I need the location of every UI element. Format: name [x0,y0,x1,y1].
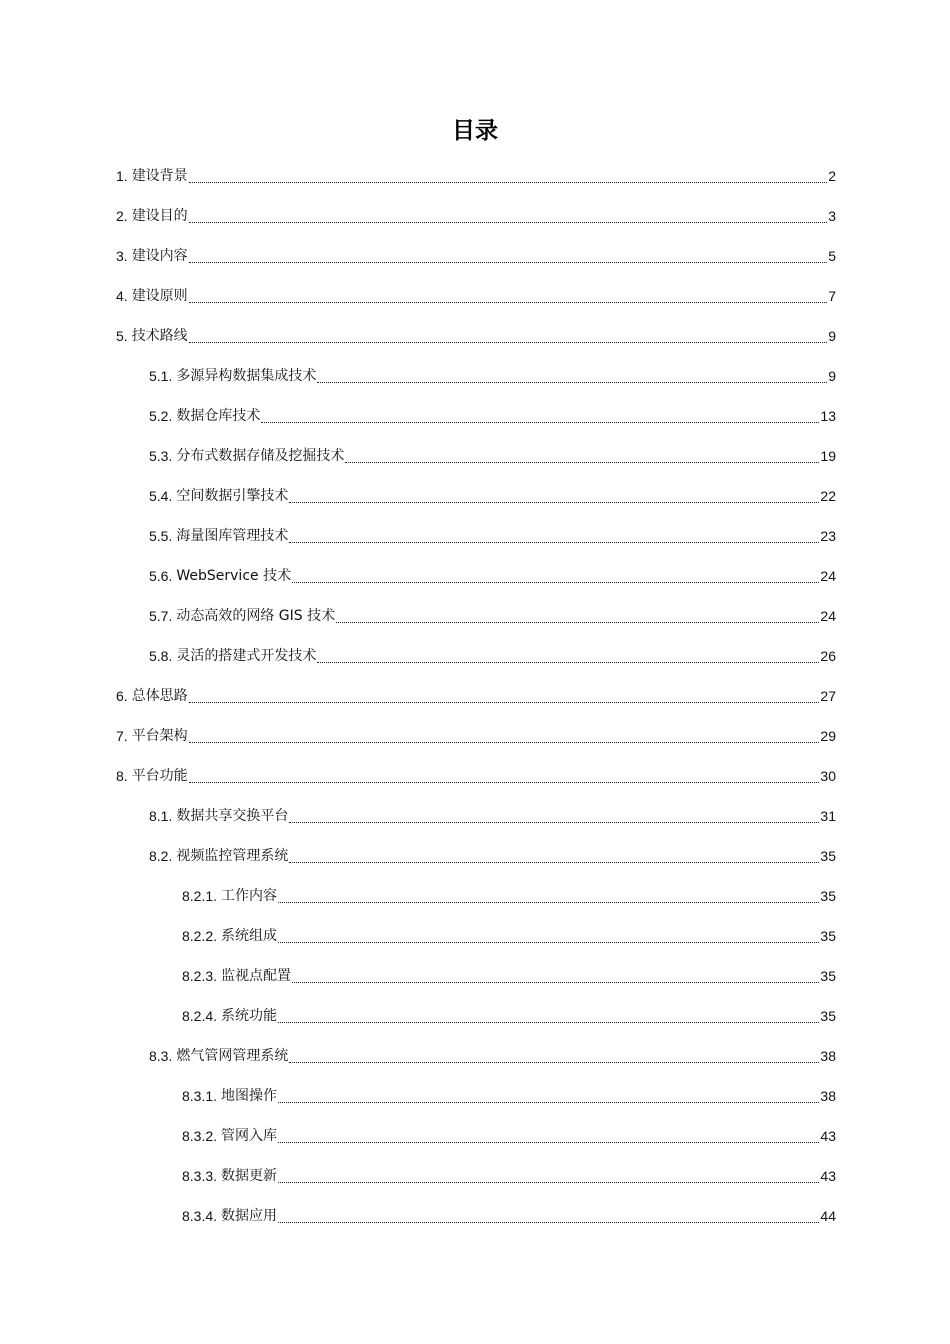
dot-leader [189,221,828,223]
toc-entry[interactable] [149,436,836,476]
toc-entry-label: 数据应用 [221,1208,278,1224]
toc-entry-page-number: 24 [820,608,836,624]
toc-entry-page-number: 27 [820,688,836,704]
toc-entry-page-number: 43 [820,1168,836,1184]
toc-entry-number: 8.3.4. [182,1208,218,1224]
toc-entry-label: 数据更新 [221,1168,278,1184]
toc-entry-label: 管网入库 [221,1128,278,1144]
dot-leader [345,461,819,463]
toc-entry-number: 4. [116,288,128,304]
toc-entry-page-number: 19 [820,448,836,464]
toc-entry-label: 灵活的搭建式开发技术 [176,648,317,664]
dot-leader [189,701,820,703]
toc-entry-page-number: 38 [820,1088,836,1104]
toc-entry[interactable] [149,516,836,556]
dot-leader [278,1221,819,1223]
dot-leader [278,1181,819,1183]
dot-leader [278,941,819,943]
toc-entry-label: 总体思路 [131,688,188,704]
toc-entry-number: 5.1. [149,368,173,384]
toc-entry[interactable] [149,596,836,636]
toc-entry[interactable] [182,1116,836,1156]
toc-entry-page-number: 7 [828,288,836,304]
dot-leader [189,781,820,783]
toc-entry-page-number: 24 [820,568,836,584]
toc-entry-label: 建设目的 [131,208,188,224]
toc-entry-label: 建设原则 [131,288,188,304]
toc-entry-label: 系统功能 [221,1008,278,1024]
toc-entry[interactable] [116,196,836,236]
toc-entry-number: 5.7. [149,608,173,624]
toc-entry-label: 空间数据引擎技术 [176,488,289,504]
dot-leader [289,541,819,543]
toc-entry-label: 平台架构 [131,728,188,744]
toc-entry-label: 分布式数据存储及挖掘技术 [176,448,345,464]
toc-entry-page-number: 22 [820,488,836,504]
toc-entry-page-number: 9 [828,368,836,384]
toc-entry[interactable] [182,956,836,996]
toc-entry-label: 地图操作 [221,1088,278,1104]
toc-entry-page-number: 31 [820,808,836,824]
toc-entry[interactable] [149,476,836,516]
toc-entry-number: 8.3.2. [182,1128,218,1144]
toc-entry-label: 数据仓库技术 [176,408,261,424]
dot-leader [278,1101,819,1103]
toc-entry[interactable] [116,756,836,796]
toc-entry-number: 5.6. [149,568,173,584]
dot-leader [189,301,828,303]
toc-entry-label: 工作内容 [221,888,278,904]
toc-entry-label: 系统组成 [221,928,278,944]
toc-entry-label: 建设内容 [131,248,188,264]
toc-entry-label: 动态高效的网络 GIS 技术 [176,608,336,624]
toc-entry-label: 数据共享交换平台 [176,808,289,824]
toc-entry-label: 多源异构数据集成技术 [176,368,317,384]
toc-entry-number: 5.4. [149,488,173,504]
dot-leader [317,381,827,383]
toc-entry-page-number: 26 [820,648,836,664]
toc-entry-page-number: 35 [820,1008,836,1024]
dot-leader [189,261,828,263]
toc-entry-label: 燃气管网管理系统 [176,1048,289,1064]
toc-entry-label: 建设背景 [131,168,188,184]
toc-entry-number: 5.2. [149,408,173,424]
toc-entry[interactable] [182,996,836,1036]
toc-entry[interactable] [149,396,836,436]
toc-entry-page-number: 43 [820,1128,836,1144]
toc-entry[interactable] [116,716,836,756]
toc-entry-label: 监视点配置 [221,968,292,984]
toc-entry-page-number: 35 [820,928,836,944]
dot-leader [189,741,820,743]
dot-leader [278,901,819,903]
toc-entry-number: 8.3.3. [182,1168,218,1184]
toc-entry[interactable] [116,276,836,316]
toc-entry-number: 8.1. [149,808,173,824]
toc-entry-page-number: 29 [820,728,836,744]
toc-entry[interactable] [149,636,836,676]
toc-entry-number: 5.3. [149,448,173,464]
toc-entry-number: 8.3. [149,1048,173,1064]
toc-entry-page-number: 35 [820,888,836,904]
toc-entry-label: 技术路线 [131,328,188,344]
toc-entry-page-number: 13 [820,408,836,424]
toc-entry-label: WebService 技术 [176,568,292,584]
toc-entry-page-number: 23 [820,528,836,544]
toc-entry-page-number: 5 [828,248,836,264]
toc-entry-page-number: 2 [828,168,836,184]
toc-entry-number: 6. [116,688,128,704]
dot-leader [189,181,828,183]
toc-entry-page-number: 9 [828,328,836,344]
toc-entry-page-number: 35 [820,968,836,984]
toc-entry[interactable] [182,1076,836,1116]
dot-leader [289,1061,819,1063]
toc-entry-number: 8.2.4. [182,1008,218,1024]
toc-entry-label: 海量图库管理技术 [176,528,289,544]
toc-entry[interactable] [116,316,836,356]
toc-entry[interactable] [149,1036,836,1076]
toc-entry[interactable] [149,556,836,596]
toc-entry-number: 8. [116,768,128,784]
toc-entry[interactable] [149,356,836,396]
toc-entry-number: 7. [116,728,128,744]
toc-entry-number: 5.5. [149,528,173,544]
dot-leader [289,861,819,863]
dot-leader [278,1021,819,1023]
toc-entry-number: 8.2.1. [182,888,218,904]
toc-entry[interactable] [182,1196,836,1236]
dot-leader [292,981,819,983]
toc-entry-number: 3. [116,248,128,264]
toc-entry-page-number: 3 [828,208,836,224]
dot-leader [261,421,819,423]
toc-entry-number: 8.3.1. [182,1088,218,1104]
toc-entry[interactable] [116,236,836,276]
dot-leader [336,621,819,623]
toc-entry-number: 8.2.2. [182,928,218,944]
toc-entry[interactable] [149,796,836,836]
toc-entry-number: 5. [116,328,128,344]
toc-entry[interactable] [182,876,836,916]
toc-entry-label: 平台功能 [131,768,188,784]
toc-entry-page-number: 30 [820,768,836,784]
toc-entry-number: 1. [116,168,128,184]
toc-entry[interactable] [182,1156,836,1196]
toc-entry-label: 视频监控管理系统 [176,848,289,864]
dot-leader [317,661,819,663]
toc-entry[interactable] [149,836,836,876]
dot-leader [289,501,819,503]
dot-leader [278,1141,819,1143]
toc-title: 目录 [452,118,498,144]
toc-entry-page-number: 35 [820,848,836,864]
toc-entry[interactable] [116,156,836,196]
toc-entry-number: 8.2. [149,848,173,864]
toc-entry[interactable] [116,676,836,716]
toc-entry[interactable] [182,916,836,956]
toc-entry-page-number: 38 [820,1048,836,1064]
toc-entry-number: 2. [116,208,128,224]
dot-leader [292,581,819,583]
toc-entry-number: 8.2.3. [182,968,218,984]
dot-leader [289,821,819,823]
toc-entry-number: 5.8. [149,648,173,664]
dot-leader [189,341,828,343]
toc-entry-page-number: 44 [820,1208,836,1224]
